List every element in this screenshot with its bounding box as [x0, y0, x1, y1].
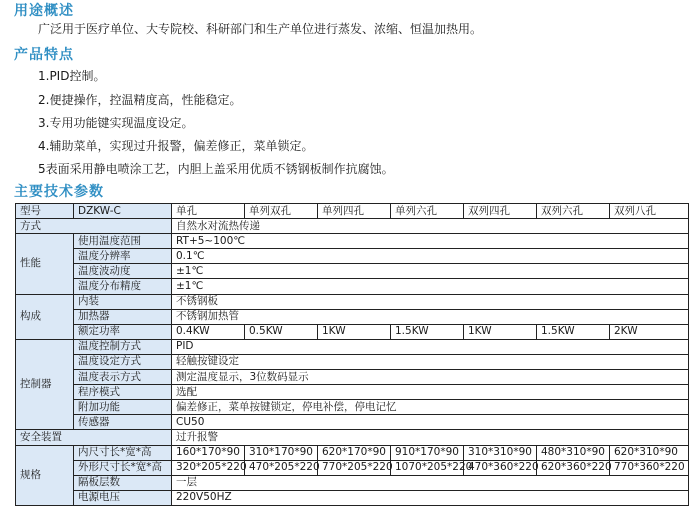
param-name: 额定功率: [74, 324, 172, 339]
spec-table: [15, 203, 689, 506]
table-row: [16, 430, 689, 445]
size-cell: 470*205*220: [245, 460, 318, 475]
table-row: [16, 445, 689, 460]
param-name: 外形尺寸长*宽*高: [74, 460, 172, 475]
param-name: 附加功能: [74, 400, 172, 415]
size-cell: 320*205*220: [172, 460, 245, 475]
value-cell: 220V50HZ: [172, 490, 689, 505]
size-cell: 480*310*90: [537, 445, 610, 460]
usage-heading: 用途概述: [14, 3, 74, 19]
value-cell: ±1℃: [172, 264, 689, 279]
value-cell: ±1℃: [172, 279, 689, 294]
param-name: 温度分布精度: [74, 279, 172, 294]
value-cell: RT+5~100℃: [172, 234, 689, 249]
size-cell: 160*170*90: [172, 445, 245, 460]
size-cell: 470*360*220: [464, 460, 537, 475]
value-cell: PID: [172, 339, 689, 354]
param-name: 使用温度范围: [74, 234, 172, 249]
param-name: 电源电压: [74, 490, 172, 505]
param-name: 温度波动度: [74, 264, 172, 279]
size-cell: 620*170*90: [318, 445, 391, 460]
table-row: [16, 264, 689, 279]
value-cell: 一层: [172, 475, 689, 490]
value-cell: 轻触按键设定: [172, 354, 689, 369]
header-cell: 型号: [16, 204, 74, 219]
usage-text: 广泛用于医疗单位、大专院校、科研部门和生产单位进行蒸发、浓缩、恒温加热用。: [38, 22, 483, 36]
table-row: [16, 354, 689, 369]
size-cell: 910*170*90: [391, 445, 464, 460]
size-cell: 310*170*90: [245, 445, 318, 460]
value-cell: 不锈钢板: [172, 294, 689, 309]
table-row: [16, 279, 689, 294]
value-cell: 偏差修正，菜单按键锁定，停电补偿，停电记忆: [172, 400, 689, 415]
power-cell: 1.5KW: [391, 324, 464, 339]
category-cell: 规格: [16, 445, 74, 505]
param-name: 温度分辨率: [74, 249, 172, 264]
category-cell: 控制器: [16, 339, 74, 430]
category-cell: 性能: [16, 234, 74, 294]
row-label: 方式: [16, 219, 172, 234]
value-cell: 自然水对流热传递: [172, 219, 689, 234]
table-row: [16, 475, 689, 490]
power-cell: 2KW: [610, 324, 689, 339]
power-cell: 0.5KW: [245, 324, 318, 339]
feature-item: 1.PID控制。: [38, 69, 106, 83]
value-cell: 不锈钢加热管: [172, 309, 689, 324]
model-cell: 双列八孔: [610, 204, 689, 219]
table-row: [16, 415, 689, 430]
model-cell: 双列六孔: [537, 204, 610, 219]
table-row: [16, 490, 689, 505]
param-name: 温度表示方式: [74, 370, 172, 385]
table-row: [16, 370, 689, 385]
row-label: 安全装置: [16, 430, 172, 445]
feature-item: 4.辅助菜单，实现过升报警，偏差修正，菜单锁定。: [38, 139, 314, 153]
table-row: [16, 385, 689, 400]
param-name: 传感器: [74, 415, 172, 430]
table-row: [16, 309, 689, 324]
table-row: [16, 460, 689, 475]
category-cell: 构成: [16, 294, 74, 339]
param-name: 加热器: [74, 309, 172, 324]
model-cell: 双列四孔: [464, 204, 537, 219]
table-row: [16, 249, 689, 264]
feature-item: 2.便捷操作，控温精度高，性能稳定。: [38, 93, 242, 107]
param-name: 温度控制方式: [74, 339, 172, 354]
value-cell: 测定温度显示，3位数码显示: [172, 370, 689, 385]
feature-item: 3.专用功能键实现温度设定。: [38, 116, 194, 130]
table-row: [16, 234, 689, 249]
power-cell: 1KW: [318, 324, 391, 339]
table-row: [16, 400, 689, 415]
value-cell: 选配: [172, 385, 689, 400]
value-cell: CU50: [172, 415, 689, 430]
feature-item: 5表面采用静电喷涂工艺，内胆上盖采用优质不锈钢板制作抗腐蚀。: [38, 162, 394, 176]
model-cell: 单列双孔: [245, 204, 318, 219]
param-name: 温度设定方式: [74, 354, 172, 369]
specs-heading: 主要技术参数: [14, 184, 104, 200]
model-cell: 单列四孔: [318, 204, 391, 219]
model-cell: 单孔: [172, 204, 245, 219]
param-name: 隔板层数: [74, 475, 172, 490]
size-cell: 770*205*220: [318, 460, 391, 475]
size-cell: 620*360*220: [537, 460, 610, 475]
features-heading: 产品特点: [14, 47, 74, 63]
size-cell: 770*360*220: [610, 460, 689, 475]
size-cell: 310*310*90: [464, 445, 537, 460]
header-cell: DZKW-C: [74, 204, 172, 219]
size-cell: 1070*205*220: [391, 460, 464, 475]
table-row: [16, 324, 689, 339]
table-row: [16, 219, 689, 234]
power-cell: 1.5KW: [537, 324, 610, 339]
table-row: [16, 294, 689, 309]
param-name: 内装: [74, 294, 172, 309]
param-name: 内尺寸长*宽*高: [74, 445, 172, 460]
power-cell: 0.4KW: [172, 324, 245, 339]
value-cell: 0.1℃: [172, 249, 689, 264]
power-cell: 1KW: [464, 324, 537, 339]
value-cell: 过升报警: [172, 430, 689, 445]
table-row: [16, 339, 689, 354]
table-header-row: [16, 204, 689, 219]
param-name: 程序模式: [74, 385, 172, 400]
model-cell: 单列六孔: [391, 204, 464, 219]
size-cell: 620*310*90: [610, 445, 689, 460]
